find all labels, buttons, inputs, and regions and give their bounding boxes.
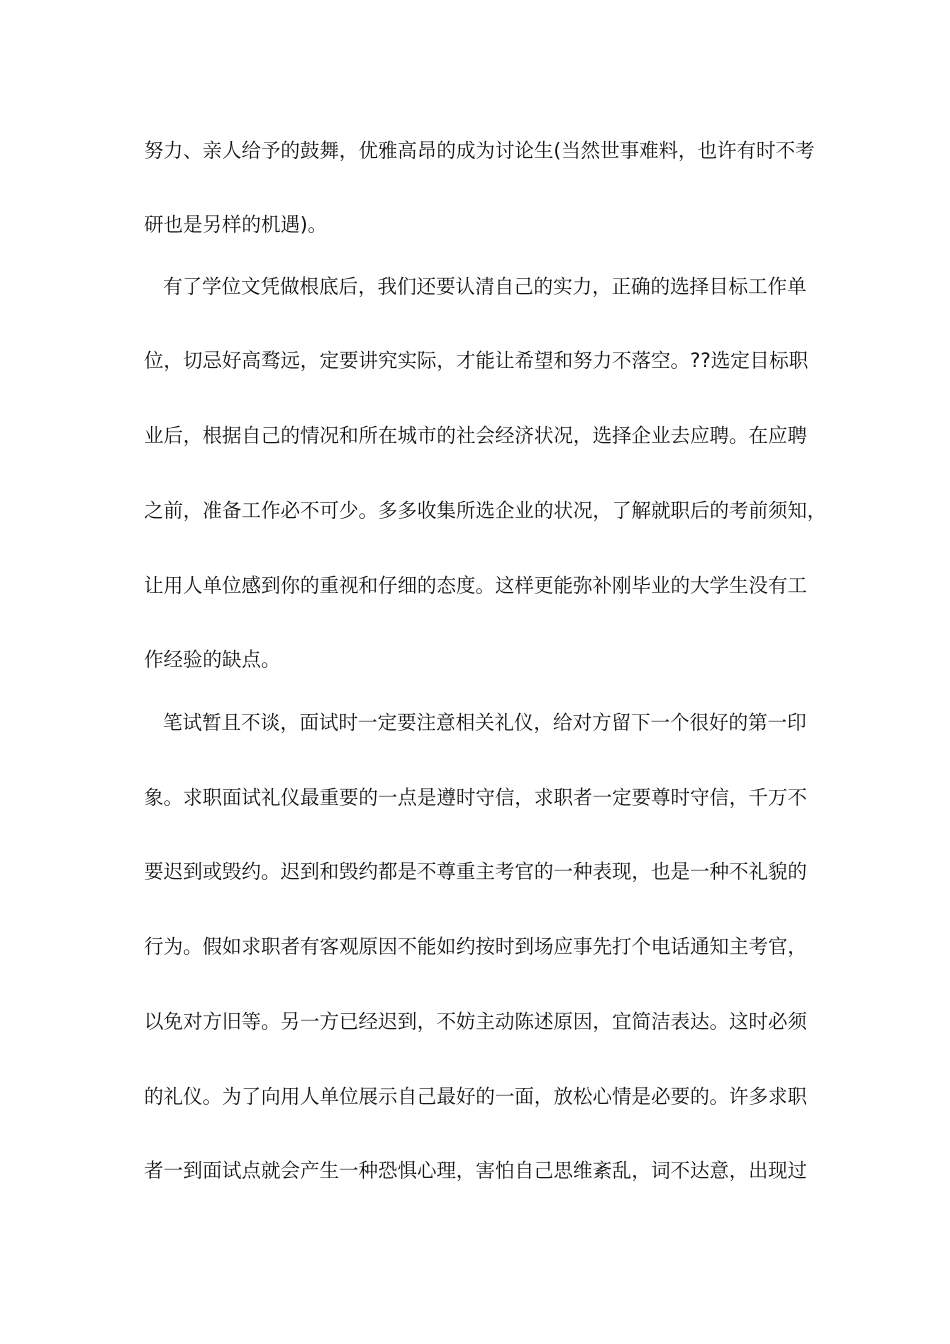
text-line: 业后，根据自己的情况和所在城市的社会经济状况，选择企业去应聘。在应聘: [144, 424, 808, 447]
text-line: 位，切忌好高骛远，定要讲究实际，才能让希望和努力不落空。??选定目标职: [144, 349, 809, 372]
text-line: 的礼仪。为了向用人单位展示自己最好的一面，放松心情是必要的。许多求职: [144, 1085, 808, 1108]
text-line: 作经验的缺点。: [144, 648, 281, 671]
text-line: 之前，准备工作必不可少。多多收集所选企业的状况，了解就职后的考前须知，: [144, 499, 827, 522]
paragraph-start-line: 有了学位文凭做根底后，我们还要认清自己的实力，正确的选择目标工作单: [163, 275, 807, 298]
paragraph-start-line: 笔试暂且不谈，面试时一定要注意相关礼仪，给对方留下一个很好的第一印: [163, 711, 807, 734]
text-line: 以免对方旧等。另一方已经迟到，不妨主动陈述原因，宜简洁表达。这时必须: [144, 1010, 808, 1033]
text-line: 研也是另样的机遇)。: [144, 213, 328, 236]
text-line: 要迟到或毁约。迟到和毁约都是不尊重主考官的一种表现，也是一种不礼貌的: [144, 860, 808, 883]
text-line: 行为。假如求职者有客观原因不能如约按时到场应事先打个电话通知主考官，: [144, 935, 808, 958]
text-line: 象。求职面试礼仪最重要的一点是遵时守信，求职者一定要尊时守信，千万不: [144, 786, 808, 809]
text-line: 让用人单位感到你的重视和仔细的态度。这样更能弥补刚毕业的大学生没有工: [144, 574, 808, 597]
text-line: 者一到面试点就会产生一种恐惧心理，害怕自己思维紊乱，词不达意，出现过: [144, 1159, 808, 1182]
text-line: 努力、亲人给予的鼓舞，优雅高昂的成为讨论生(当然世事难料，也许有时不考: [144, 139, 815, 162]
